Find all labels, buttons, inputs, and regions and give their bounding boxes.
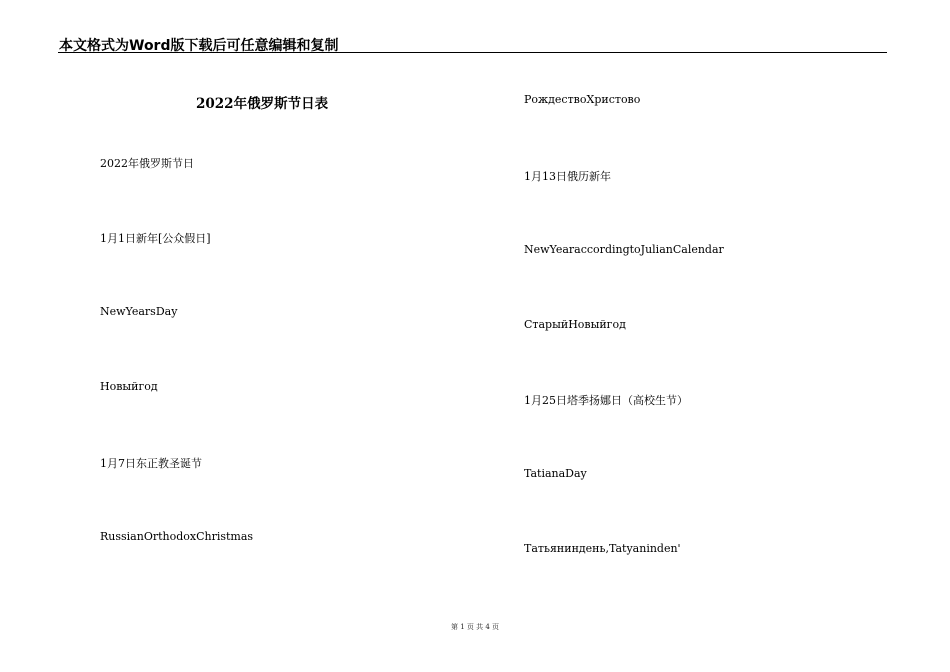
left-line-5: 1月7日东正教圣诞节 (100, 457, 202, 470)
right-line-2: 1月13日俄历新年 (524, 170, 611, 183)
page-number-indicator: 第 1 页 共 4 页 (450, 623, 500, 631)
left-line-3: NewYearsDay (100, 305, 178, 318)
right-line-5: 1月25日塔季扬娜日（高校生节） (524, 394, 688, 407)
left-line-6: RussianOrthodoxChristmas (100, 530, 254, 543)
left-line-1: 2022年俄罗斯节日 (100, 157, 194, 170)
header-divider (58, 52, 887, 53)
right-line-4: СтарыйНовыйгод (524, 318, 626, 331)
right-line-7: Татьяниндень,Tatyaninden' (524, 542, 681, 555)
document-title: 2022年俄罗斯节日表 (196, 96, 329, 112)
right-line-3: NewYearaccordingtoJulianCalendar (524, 243, 724, 256)
document-header-banner: 本文格式为Word版下载后可任意编辑和复制 (59, 38, 339, 54)
left-line-2: 1月1日新年[公众假日] (100, 232, 211, 245)
right-line-6: TatianaDay (524, 467, 587, 480)
left-line-4: Новыйгод (100, 380, 158, 393)
right-line-1: РождествоХристово (524, 93, 641, 106)
